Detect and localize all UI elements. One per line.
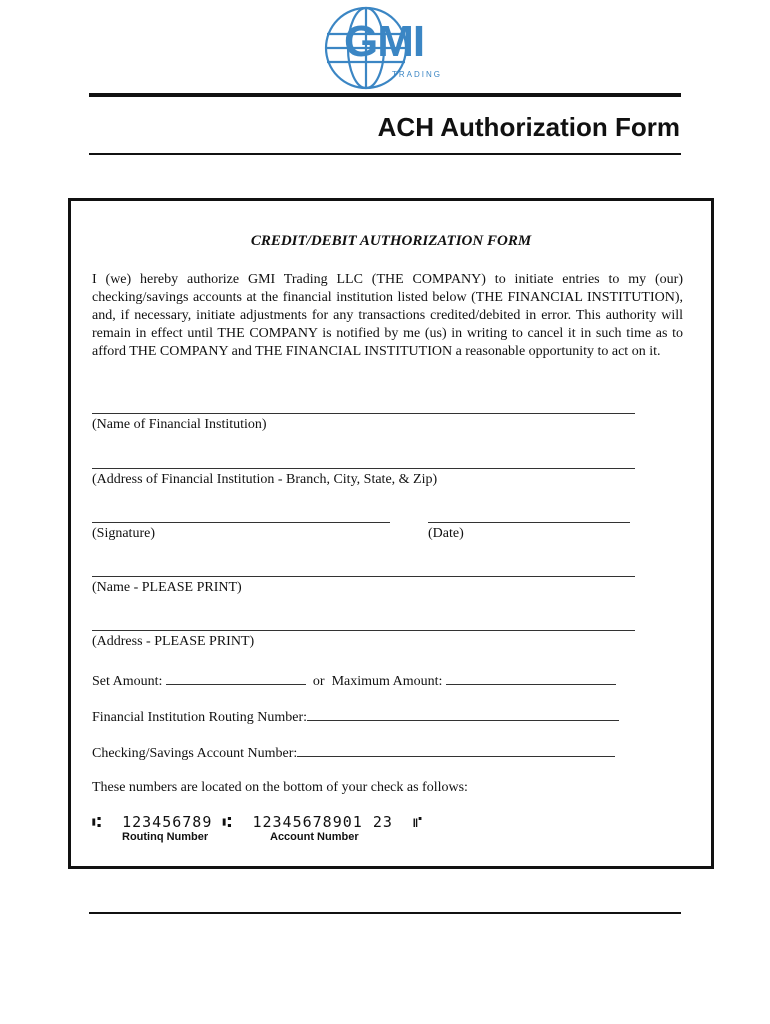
logo-subtext: TRADING (392, 70, 442, 79)
routing-row (92, 708, 619, 726)
account-number-field[interactable] (297, 744, 615, 757)
maximum-amount-label: Maximum Amount: (331, 674, 443, 689)
header-bottom-rule (89, 153, 681, 155)
account-number-label: Checking/Savings Account Number: (92, 746, 298, 761)
institution-name-label: (Name of Financial Institution) (92, 417, 267, 432)
authorization-form-box (68, 198, 714, 869)
header-top-rule (89, 93, 681, 97)
account-row (92, 744, 615, 762)
page-title: ACH Authorization Form (377, 112, 680, 142)
micr-routing-number: 123456789 (122, 813, 213, 831)
institution-address-line[interactable] (92, 468, 635, 469)
print-address-line[interactable] (92, 630, 635, 631)
routing-symbol-icon: ⑆ (222, 813, 233, 831)
print-name-line[interactable] (92, 576, 635, 577)
signature-line[interactable] (92, 522, 390, 523)
footer-rule (89, 912, 681, 914)
micr-account-number: 12345678901 23 (252, 813, 393, 831)
on-us-symbol-icon: ⑈ (412, 813, 423, 831)
set-amount-label: Set Amount: (92, 674, 163, 689)
numbers-note: These numbers are located on the bottom of your check as follows: (92, 780, 468, 795)
check-micr-line (92, 813, 423, 831)
routing-symbol-icon: ⑆ (92, 813, 103, 831)
account-number-caption: Account Number (270, 831, 359, 843)
maximum-amount-field[interactable] (446, 672, 616, 685)
routing-number-caption: Routinq Number (122, 831, 209, 843)
set-amount-field[interactable] (166, 672, 306, 685)
date-label: (Date) (428, 526, 464, 541)
form-heading: CREDIT/DEBIT AUTHORIZATION FORM (250, 233, 532, 249)
routing-number-field[interactable] (307, 708, 619, 721)
signature-label: (Signature) (92, 526, 155, 541)
print-address-label: (Address - PLEASE PRINT) (92, 634, 255, 649)
or-label: or (312, 674, 325, 689)
routing-number-label: Financial Institution Routing Number: (92, 710, 308, 725)
print-name-label: (Name - PLEASE PRINT) (92, 580, 242, 595)
company-logo (324, 4, 444, 92)
authorization-text: I (we) hereby authorize GMI Trading LLC (THE COMPANY) to initiate entries to my (our) checking/savings accounts at the financial institution listed below (THE FINANCIAL INSTITUTION), and, if necessary, initiate adjustments for any transactions credited/debited in error. This authority will remain in effect until THE COMPANY is notified by me (us) in writing to cancel it in such time as to afford THE COMPANY and THE FINANCIAL INSTITUTION a reasonable opportunity to act on it. (92, 272, 683, 359)
date-line[interactable] (428, 522, 630, 523)
logo-text: GMI (344, 17, 425, 66)
institution-name-line[interactable] (92, 413, 635, 414)
amount-row (92, 672, 616, 690)
institution-address-label: (Address of Financial Institution - Branch, City, State, & Zip) (92, 472, 438, 487)
